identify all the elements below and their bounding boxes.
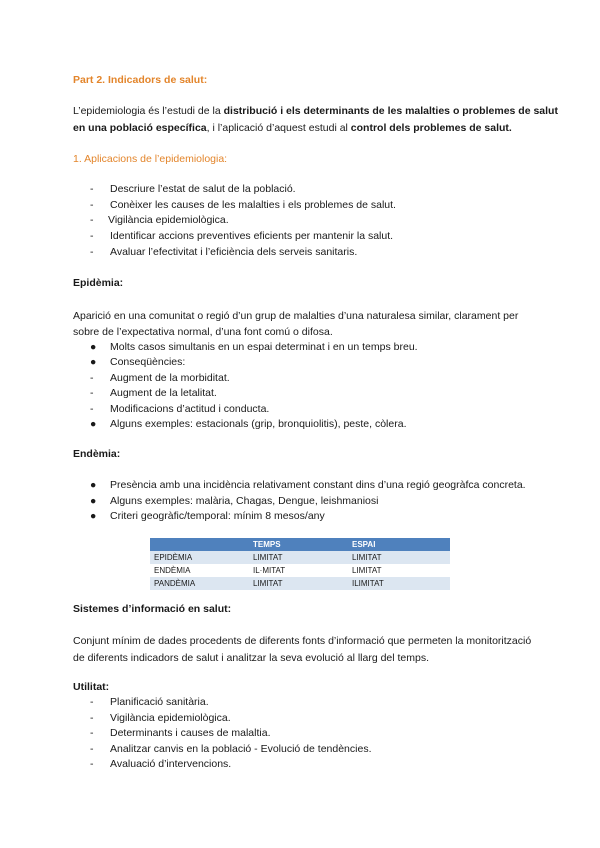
bullet-marker: ● — [90, 418, 97, 430]
endemia-title: Endèmia: — [73, 448, 121, 460]
dash-marker: - — [90, 214, 94, 226]
dash-marker: - — [90, 403, 94, 415]
dash-marker: - — [90, 696, 94, 708]
intro-line-2 — [73, 121, 512, 135]
table-header: TEMPS — [249, 538, 348, 551]
epidemia-line-2: sobre de l’expectativa normal, d’una font comú o difosa. — [73, 326, 333, 338]
table-row — [150, 577, 450, 590]
section1-title: 1. Aplicacions de l’epidemiologia: — [73, 153, 228, 165]
sistemes-line-1: Conjunt mínim de dades procedents de diferents fonts d’informació que permeten la monitorització — [73, 635, 532, 647]
table-cell: LIMITAT — [249, 551, 348, 564]
table-cell: EPIDÈMIA — [150, 551, 249, 564]
table-cell: LIMITAT — [348, 551, 450, 564]
dash-marker: - — [90, 712, 94, 724]
comparison-table — [150, 538, 450, 590]
table-header-row — [150, 538, 450, 551]
dash-marker: - — [90, 246, 94, 258]
table-cell: IL·MITAT — [249, 564, 348, 577]
dash-marker: - — [90, 372, 94, 384]
intro-text-2: , i l’aplicació d’aquest estudi al — [206, 122, 351, 134]
dash-marker: - — [90, 230, 94, 242]
table-cell: LIMITAT — [249, 577, 348, 590]
dash-marker: - — [90, 727, 94, 739]
dash-marker: - — [90, 758, 94, 770]
table-header: ESPAI — [348, 538, 450, 551]
epidemia-title: Epidèmia: — [73, 277, 124, 289]
bullet-marker: ● — [90, 356, 97, 368]
table-row — [150, 551, 450, 564]
table-header — [150, 538, 249, 551]
sistemes-title: Sistemes d’informació en salut: — [73, 603, 232, 615]
bullet-marker: ● — [90, 510, 97, 522]
dash-marker: - — [90, 183, 94, 195]
dash-marker: - — [90, 199, 94, 211]
table-cell: ENDÈMIA — [150, 564, 249, 577]
intro-bold-3: control dels problemes de salut. — [350, 122, 512, 134]
table-cell: ILIMITAT — [348, 577, 450, 590]
dash-marker: - — [90, 387, 94, 399]
dash-marker: - — [90, 743, 94, 755]
utilitat-title: Utilitat: — [73, 681, 110, 693]
intro-bold-1: distribució i els determinants de les malalties o problemes de salut — [223, 105, 558, 117]
intro-bold-2: en una població específica — [73, 122, 207, 134]
sistemes-line-2: de diferents indicadors de salut i analitzar la seva evolució al llarg del temps. — [73, 652, 430, 664]
table-cell: LIMITAT — [348, 564, 450, 577]
bullet-marker: ● — [90, 479, 97, 491]
part-title: Part 2. Indicadors de salut: — [73, 74, 208, 86]
table-row — [150, 564, 450, 577]
epidemia-line-1: Aparició en una comunitat o regió d’un grup de malalties d’una naturalesa similar, clarament per — [73, 310, 519, 322]
bullet-marker: ● — [90, 341, 97, 353]
table-cell: PANDÈMIA — [150, 577, 249, 590]
intro-line-1 — [73, 104, 558, 118]
bullet-marker: ● — [90, 495, 97, 507]
intro-text-1: L’epidemiologia és l’estudi de la — [73, 105, 224, 117]
